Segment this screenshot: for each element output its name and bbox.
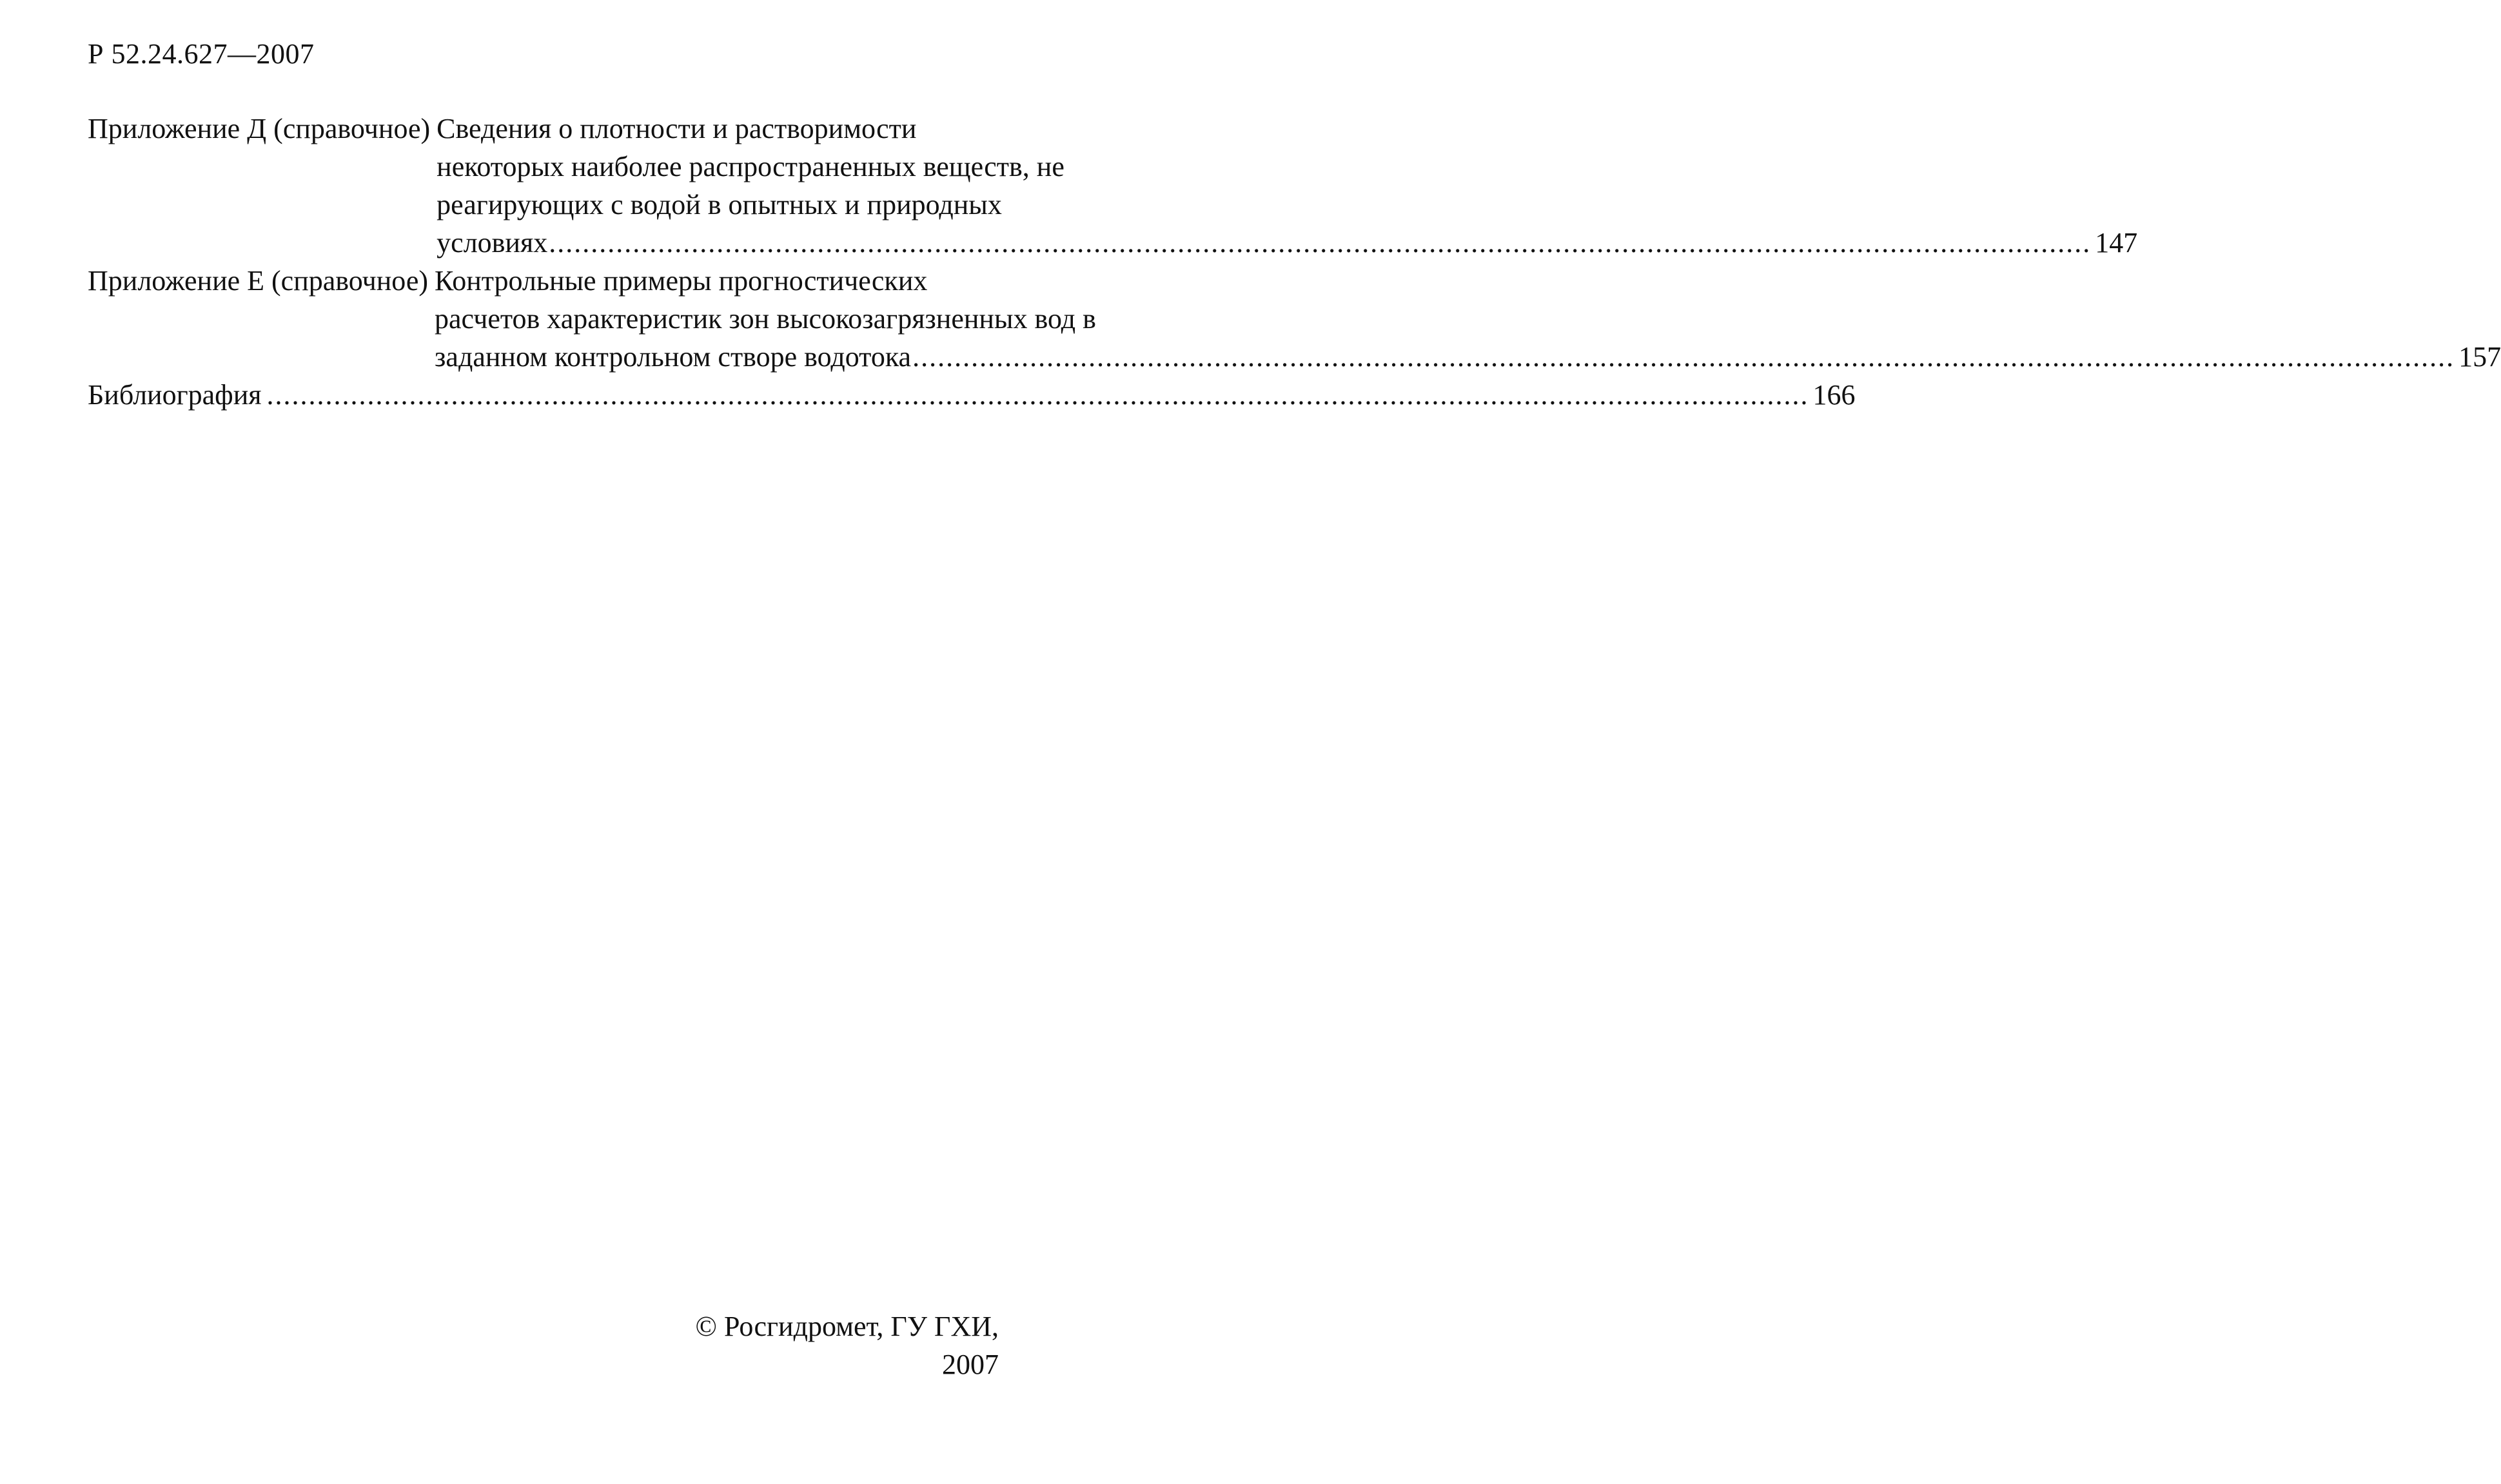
- copyright-notice: [696, 1307, 999, 1383]
- toc-entry-title-line: условиях: [436, 227, 548, 259]
- toc-entry-bibliography[interactable]: [88, 376, 1856, 414]
- toc-entry-title: [435, 262, 2501, 376]
- toc-entry-appendix-d[interactable]: [88, 110, 2138, 262]
- document-code: Р 52.24.627—2007: [88, 38, 315, 70]
- toc-entry-label: Приложение Е (справочное): [88, 265, 429, 297]
- toc-page-number: 147: [2095, 227, 2138, 259]
- toc-entry-title-line: реагирующих с водой в опытных и природных: [436, 189, 1002, 220]
- toc-entry-label: Приложение Д (справочное): [88, 113, 431, 144]
- toc-leader-line: [436, 224, 2137, 262]
- dot-leader: [266, 376, 1809, 414]
- table-of-contents: [88, 110, 2501, 414]
- dot-leader: [912, 338, 2455, 376]
- toc-entry-title-line: Сведения о плотности и растворимости: [436, 113, 917, 144]
- toc-entry-title-line: расчетов характеристик зон высокозагрязненных вод в: [435, 303, 1096, 335]
- dot-leader: [549, 224, 2091, 262]
- toc-entry-title: [436, 110, 2137, 262]
- toc-entry-appendix-e[interactable]: [88, 262, 2501, 376]
- toc-entry-title-line: Контрольные примеры прогностических: [435, 265, 928, 297]
- toc-leader-line: [435, 338, 2501, 376]
- toc-page-number: 157: [2458, 341, 2501, 373]
- copyright-line: © Росгидромет, ГУ ГХИ,: [695, 1311, 999, 1342]
- toc-entry-label: Библиография: [88, 379, 262, 411]
- toc-page-number: 166: [1812, 379, 1856, 411]
- toc-entry-title-line: заданном контрольном створе водотока: [435, 341, 912, 373]
- copyright-year: 2007: [942, 1349, 999, 1380]
- toc-leader-line: [88, 376, 1855, 414]
- toc-entry-title-line: некоторых наиболее распространенных веществ, не: [436, 151, 1064, 182]
